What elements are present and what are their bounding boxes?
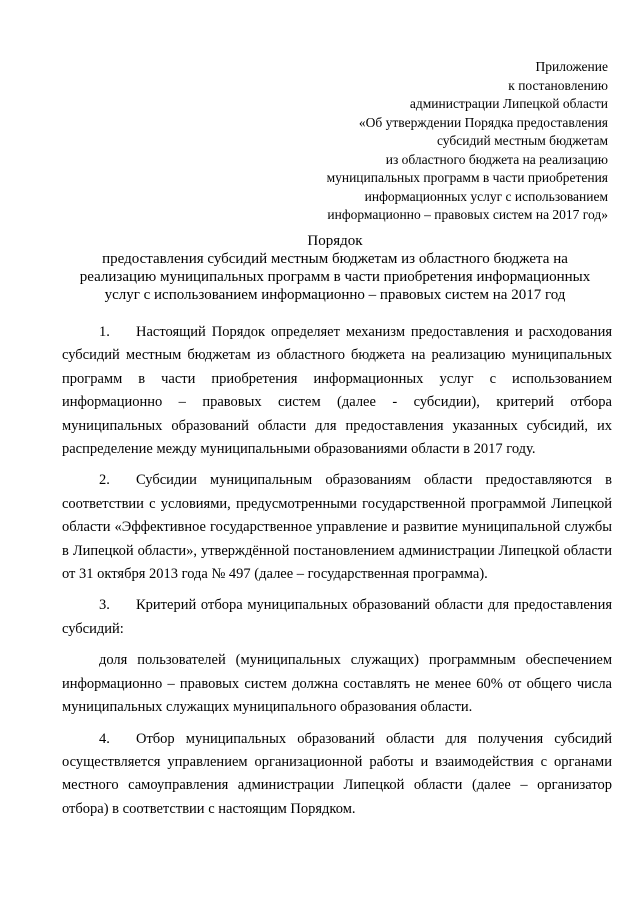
- annex-line: субсидий местным бюджетам: [436, 133, 608, 148]
- paragraph-2: [62, 469, 612, 586]
- paragraph-text: Отбор муниципальных образований области для получения субсидий осуществляется управлением организационной работы и взаимодействия с органами местного самоуправления администрации Липецкой области (далее – организатор отбора) в соответствии с настоящим Порядком.: [62, 730, 612, 817]
- annex-line: к постановлению: [508, 77, 608, 93]
- document-body: [62, 321, 612, 829]
- annex-line: информационно – правовых систем на 2017 год»: [327, 207, 608, 222]
- annex-line: из областного бюджета на реализацию: [385, 151, 608, 167]
- annex-line: информационных услуг с использованием: [364, 188, 608, 204]
- title-line: предоставления субсидий местным бюджетам из областного бюджета на: [102, 251, 568, 267]
- paragraph-text: Субсидии муниципальным образованиям области предоставляются в соответствии с условиями, предусмотренными государственной программой Липецкой области «Эффективное государственное управление и развитие муниципальной службы в Липецкой области», утверждённой постановлением администрации Липецкой области от 31 октября 2013 года № 497 (далее – государственная программа).: [62, 472, 612, 583]
- annex-line: администрации Липецкой области: [409, 96, 608, 111]
- paragraph-text: доля пользователей (муниципальных служащих) программным обеспечением информационно – правовых систем должна составлять не менее 60% от общего числа муниципальных служащих муниципального образования области.: [62, 652, 612, 716]
- title-line: услуг с использованием информационно – правовых систем на 2017 год: [104, 287, 566, 303]
- annex-line: муниципальных программ в части приобретения: [326, 170, 608, 185]
- paragraph-number: 4.: [99, 730, 110, 747]
- paragraph-criterion: [62, 649, 612, 719]
- title-heading: Порядок: [307, 233, 363, 249]
- paragraph-number: 3.: [99, 597, 110, 614]
- annex-header: [278, 58, 608, 225]
- paragraph-3: [62, 594, 612, 641]
- title-line: реализацию муниципальных программ в части приобретения информационных: [79, 269, 591, 285]
- annex-line: «Об утверждении Порядка предоставления: [358, 114, 608, 130]
- paragraph-number: 2.: [99, 472, 110, 489]
- paragraph-number: 1.: [99, 324, 110, 340]
- paragraph-text: Критерий отбора муниципальных образований области для предоставления субсидий:: [62, 597, 612, 637]
- document-title: [62, 232, 608, 304]
- paragraph-4: [62, 728, 612, 822]
- annex-line: Приложение: [535, 59, 608, 74]
- paragraph-text: Настоящий Порядок определяет механизм предоставления и расходования субсидий местным бюджетам из областного бюджета на реализацию муниципальных программ в части приобретения информационных услуг с использованием информационно – правовых систем (далее - субсидии), критерий отбора муниципальных образований области для предоставления указанных субсидий, их распределение между муниципальными образованиями области в 2017 году.: [62, 324, 612, 458]
- paragraph-1: [62, 321, 612, 461]
